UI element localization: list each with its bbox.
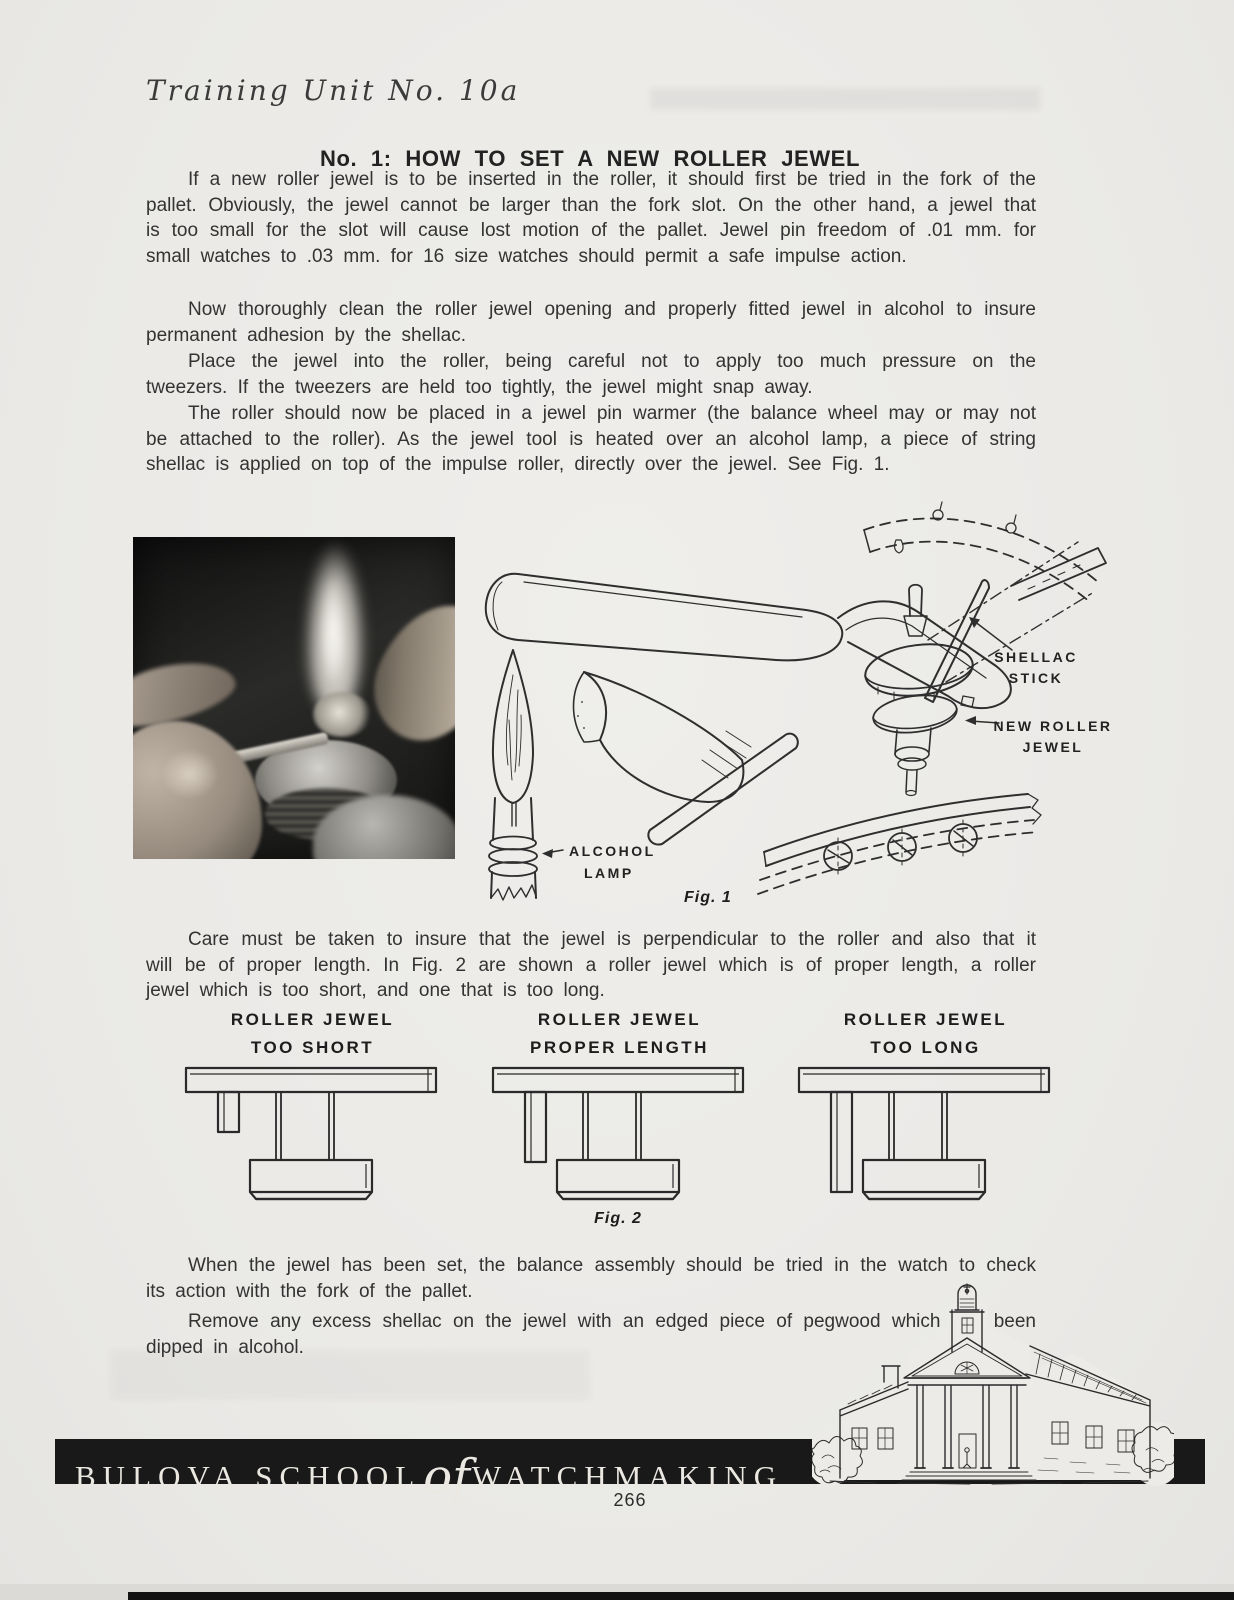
footer-brand-left: BULOVA SCHOOL bbox=[75, 1459, 422, 1494]
fig2-diagram-proper-length bbox=[487, 1060, 752, 1202]
next-page-edge bbox=[128, 1592, 1234, 1600]
photo-flame-core bbox=[320, 576, 346, 686]
photo-balance-wheel bbox=[313, 692, 371, 737]
fig1-label-new-roller-jewel-line2: JEWEL bbox=[1022, 739, 1084, 755]
photo-jewel-warming bbox=[133, 537, 455, 859]
page-title: No. 1: HOW TO SET A NEW ROLLER JEWEL bbox=[319, 145, 860, 171]
fig2-label-too-short bbox=[180, 1006, 445, 1062]
footer-brand-of: of bbox=[423, 1449, 470, 1505]
paragraph: Care must be taken to insure that the jewel is perpendicular to the roller and also that it will be of proper length. In Fig. 2 are shown a roller jewel which is of proper length, a roller jewel which is too short, and one that is too long. bbox=[146, 929, 1036, 1001]
training-unit-heading: Training Unit No. 10a bbox=[146, 74, 521, 107]
fig2-label-line: ROLLER JEWEL bbox=[537, 1010, 702, 1029]
fig2-label-line: ROLLER JEWEL bbox=[843, 1010, 1008, 1029]
fig1-label-alcohol-lamp-line2: LAMP bbox=[584, 865, 634, 881]
paragraph: The roller should now be placed in a jewel pin warmer (the balance wheel may or may not be attached to the roller). As the jewel tool is heated over an alcohol lamp, a piece of string shellac is applied on top of the impulse roller, directly over the jewel. See Fig. 1. bbox=[146, 403, 1036, 475]
paragraph: If a new roller jewel is to be inserted in the roller, it should first be tried in the fork of the pallet. Obviously, the jewel cannot be larger than the fork slot. On the other hand, a jewel that is too small for the slot will cause lost motion of the pallet. Jewel pin freedom of .01 mm. for small watches to .03 mm. for 16 size watches should permit a safe impulse action. bbox=[146, 169, 1036, 267]
fig2-diagram-too-short bbox=[180, 1060, 445, 1202]
fig2-label-line: TOO LONG bbox=[870, 1038, 981, 1057]
photo-thumbnail-highlight bbox=[162, 750, 217, 798]
fig1-label-new-roller-jewel-line1: NEW ROLLER bbox=[993, 718, 1113, 734]
fig2-label-proper-length bbox=[487, 1006, 752, 1062]
fig1-line-drawing bbox=[466, 490, 1114, 918]
paragraph: Place the jewel into the roller, being careful not to apply too much pressure on the tweezers. If the tweezers are held too tightly, the jewel might snap away. bbox=[146, 351, 1036, 398]
paragraph: Now thoroughly clean the roller jewel opening and properly fitted jewel in alcohol to insure permanent adhesion by the shellac. bbox=[146, 299, 1036, 346]
fig2-diagram-too-long bbox=[793, 1060, 1058, 1202]
fig1-label-shellac-stick-line1: SHELLAC bbox=[994, 649, 1078, 665]
fig1-label-shellac-stick-line2: STICK bbox=[1008, 670, 1064, 686]
fig2-label-line: ROLLER JEWEL bbox=[230, 1010, 395, 1029]
footer-brand-right: WATCHMAKING bbox=[471, 1459, 784, 1494]
school-building-illustration bbox=[812, 1282, 1174, 1488]
print-ghost-top bbox=[650, 88, 1040, 110]
fig1-label-alcohol-lamp-line1: ALCOHOL bbox=[569, 843, 656, 859]
fig2-label-line: TOO SHORT bbox=[250, 1038, 375, 1057]
paragraph: Remove any excess shellac on the jewel with an edged piece of pegwood which has been dipped in alcohol. bbox=[146, 1311, 1036, 1358]
fig2-caption: Fig. 2 bbox=[594, 1210, 642, 1227]
page-number: 266 bbox=[613, 1490, 647, 1510]
paragraph: When the jewel has been set, the balance assembly should be tried in the watch to check its action with the fork of the pallet. bbox=[146, 1255, 1036, 1302]
fig2-label-line: PROPER LENGTH bbox=[530, 1038, 709, 1057]
fig1-caption: Fig. 1 bbox=[684, 889, 732, 906]
fig2-label-too-long bbox=[793, 1006, 1058, 1062]
photo-right-finger bbox=[357, 587, 455, 758]
